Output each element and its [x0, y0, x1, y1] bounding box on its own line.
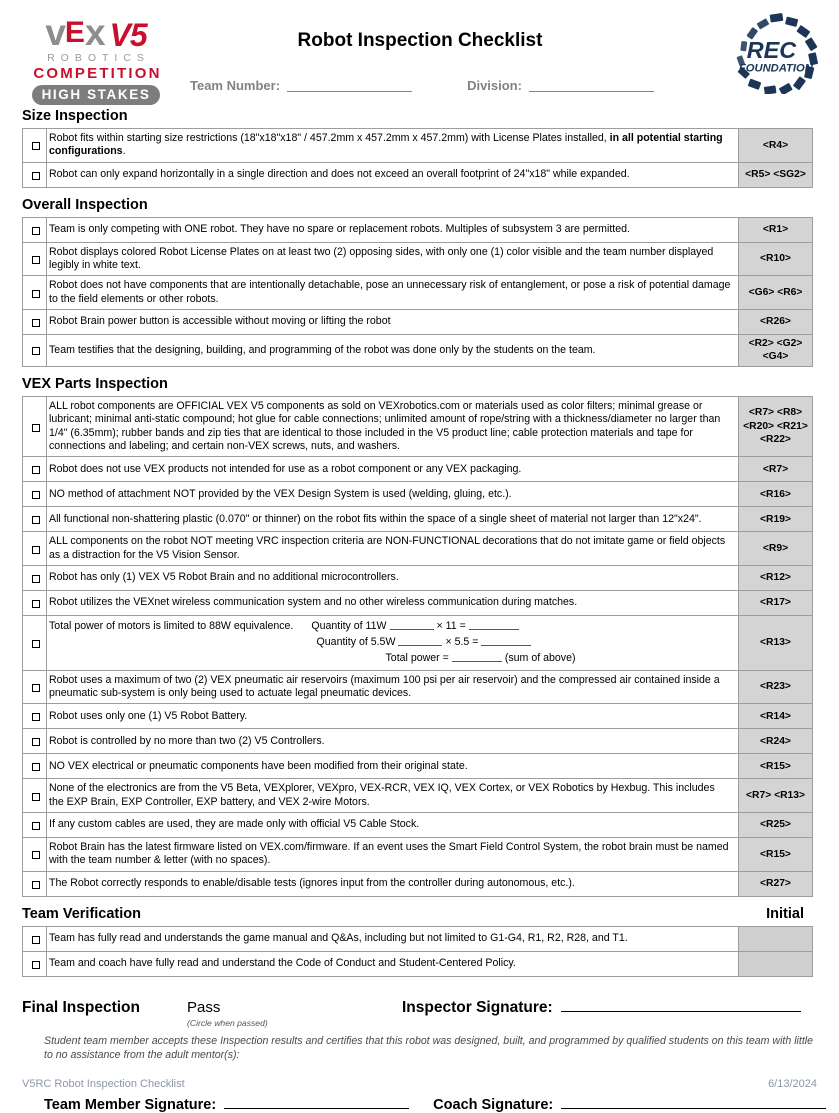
checklist-item-text: Robot uses a maximum of two (2) VEX pneumatic air reservoirs (maximum 100 psi per air reservoir) and the compressed air contained inside a pneumatic sub-system is only being used to actuate legal pneumatic devices. — [47, 670, 739, 704]
rule-reference-cell: <R19> — [739, 507, 813, 532]
svg-text:REC: REC — [746, 36, 797, 63]
section-vex-parts-inspection — [0, 376, 839, 897]
power-q55-input[interactable] — [398, 635, 442, 646]
table-row[interactable] — [23, 162, 813, 187]
rule-reference-cell: <R15> — [739, 837, 813, 871]
pass-note: (Circle when passed) — [187, 1017, 268, 1028]
rule-reference-cell: <R4> — [739, 129, 813, 163]
checkbox-icon[interactable] — [32, 793, 40, 801]
team-number-input[interactable] — [287, 78, 412, 92]
table-row[interactable] — [23, 871, 813, 896]
power-q11-mult: × 11 = — [436, 619, 466, 632]
rule-reference-cell: <R12> — [739, 565, 813, 590]
inspector-signature-block — [402, 999, 801, 1017]
checklist-table — [22, 128, 813, 188]
checklist-item-text: Robot does not have components that are intentionally detachable, pose an unnecessary risk of entanglement, or pose a risk of potential damage to the field elements or other robots. — [47, 276, 739, 310]
checkbox-icon[interactable] — [32, 851, 40, 859]
signature-row — [44, 1096, 839, 1113]
table-row[interactable] — [23, 217, 813, 242]
checkbox-icon[interactable] — [32, 319, 40, 327]
rule-reference-cell: <R27> — [739, 871, 813, 896]
team-number-label: Team Number: — [190, 78, 281, 93]
coach-signature-label: Coach Signature: — [433, 1096, 554, 1113]
table-row[interactable] — [23, 951, 813, 976]
power-q11-result[interactable] — [469, 619, 519, 630]
rule-reference-cell: <R5> <SG2> — [739, 162, 813, 187]
svg-text:FOUNDATION: FOUNDATION — [738, 62, 813, 75]
vex-logo-x: x — [84, 12, 105, 53]
team-member-signature-label: Team Member Signature: — [44, 1096, 217, 1113]
table-row[interactable] — [23, 590, 813, 615]
vex-logo-text: v — [45, 12, 65, 53]
division-input[interactable] — [529, 78, 654, 92]
power-total-label: Total power = — [385, 651, 449, 664]
checklist-table — [22, 396, 813, 897]
checklist-item-text: Robot uses only one (1) V5 Robot Battery. — [47, 704, 739, 729]
rule-reference-cell: <R9> — [739, 532, 813, 566]
checklist-item-text: NO method of attachment NOT provided by the VEX Design System is used (welding, gluing, etc.). — [47, 482, 739, 507]
rule-reference-cell: <R7> — [739, 457, 813, 482]
final-inspection-row — [22, 999, 839, 1028]
checkbox-icon[interactable] — [32, 738, 40, 746]
checklist-item-text: Team has fully read and understands the game manual and Q&As, including but not limited to G1-G4, R1, R2, R28, and T1. — [47, 926, 739, 951]
vex-logo-season-badge: HIGH STAKES — [32, 85, 161, 105]
checklist-item-text — [47, 615, 739, 670]
checkbox-icon[interactable] — [32, 290, 40, 298]
rule-reference-cell: <R15> — [739, 754, 813, 779]
rule-reference-cell: <G6> <R6> — [739, 276, 813, 310]
checklist-item-text: Team and coach have fully read and understand the Code of Conduct and Student-Centered Policy. — [47, 951, 739, 976]
checklist-item-text: The Robot correctly responds to enable/disable tests (ignores input from the controller during autonomous, etc.). — [47, 871, 739, 896]
table-row[interactable] — [23, 532, 813, 566]
rule-reference-cell: <R1> — [739, 217, 813, 242]
rule-reference-cell: <R17> — [739, 590, 813, 615]
rule-reference-cell: <R10> — [739, 242, 813, 276]
checkbox-icon[interactable] — [32, 936, 40, 944]
footer-left-text: V5RC Robot Inspection Checklist — [22, 1078, 185, 1090]
checkbox-icon[interactable] — [32, 684, 40, 692]
checklist-checkbox-cell[interactable] — [23, 457, 47, 482]
checklist-checkbox-cell[interactable] — [23, 812, 47, 837]
checkbox-icon[interactable] — [32, 491, 40, 499]
rule-reference-cell: <R7> <R13> — [739, 779, 813, 813]
checklist-checkbox-cell[interactable] — [23, 926, 47, 951]
page-footer — [22, 1078, 817, 1090]
power-total-input[interactable] — [452, 651, 502, 662]
table-row[interactable] — [23, 482, 813, 507]
inspector-signature-label: Inspector Signature: — [402, 998, 553, 1016]
checklist-checkbox-cell[interactable] — [23, 754, 47, 779]
checklist-checkbox-cell[interactable] — [23, 565, 47, 590]
checklist-checkbox-cell[interactable] — [23, 532, 47, 566]
checklist-item-text: None of the electronics are from the V5 Beta, VEXplorer, VEXpro, VEX-RCR, VEX IQ, VEX Cortex, or VEX Robotics by Hexbug. This includes the EXP Brain, EXP Controller, EXP battery, and VEX 2-wire Motors. — [47, 779, 739, 813]
checklist-item-text: Robot is controlled by no more than two (2) V5 Controllers. — [47, 729, 739, 754]
vex-logo-v5: V5 — [109, 17, 147, 53]
vex-logo-robotics: ROBOTICS — [47, 52, 150, 64]
checklist-checkbox-cell[interactable] — [23, 729, 47, 754]
checkbox-icon[interactable] — [32, 256, 40, 264]
checklist-checkbox-cell[interactable] — [23, 837, 47, 871]
division-label: Division: — [467, 78, 522, 93]
coach-signature-input[interactable] — [561, 1096, 826, 1109]
section-size-inspection — [0, 108, 839, 188]
power-q55-mult: × 5.5 = — [445, 635, 479, 648]
rule-reference-cell: <R14> — [739, 704, 813, 729]
power-q11-label: Quantity of 11W — [311, 619, 387, 632]
checklist-checkbox-cell[interactable] — [23, 396, 47, 456]
checkbox-icon[interactable] — [32, 142, 40, 150]
checklist-checkbox-cell[interactable] — [23, 704, 47, 729]
checklist-checkbox-cell[interactable] — [23, 670, 47, 704]
checklist-checkbox-cell[interactable] — [23, 276, 47, 310]
checklist-checkbox-cell[interactable] — [23, 129, 47, 163]
header-fields — [190, 78, 660, 93]
team-verification-header — [0, 906, 839, 922]
checkbox-icon[interactable] — [32, 172, 40, 180]
rule-reference-cell: <R24> — [739, 729, 813, 754]
page-title: Robot Inspection Checklist — [297, 30, 543, 51]
checklist-checkbox-cell[interactable] — [23, 162, 47, 187]
checklist-item-text: Robot fits within starting size restrictions (18"x18"x18" / 457.2mm x 457.2mm x 457.2mm) with License Plates installed, in all potential starting configurations. — [47, 129, 739, 163]
checklist-sections — [0, 108, 839, 897]
checklist-checkbox-cell[interactable] — [23, 871, 47, 896]
initial-cell[interactable] — [739, 926, 813, 951]
table-row[interactable] — [23, 754, 813, 779]
checklist-checkbox-cell[interactable] — [23, 951, 47, 976]
table-row[interactable] — [23, 670, 813, 704]
checkbox-icon[interactable] — [32, 822, 40, 830]
rule-reference-cell: <R2> <G2> <G4> — [739, 335, 813, 367]
table-row[interactable] — [23, 565, 813, 590]
table-row[interactable] — [23, 507, 813, 532]
checklist-checkbox-cell[interactable] — [23, 335, 47, 367]
table-row[interactable] — [23, 615, 813, 670]
section-title: VEX Parts Inspection — [22, 375, 168, 392]
rule-reference-cell: <R13> — [739, 615, 813, 670]
checklist-checkbox-cell[interactable] — [23, 310, 47, 335]
rule-reference-cell: <R25> — [739, 812, 813, 837]
section-title: Overall Inspection — [22, 196, 148, 213]
checkbox-icon[interactable] — [32, 600, 40, 608]
final-inspection-title: Final Inspection — [22, 998, 140, 1016]
inspector-signature-input[interactable] — [561, 999, 801, 1012]
checklist-item-text: Robot Brain power button is accessible without moving or lifting the robot — [47, 310, 739, 335]
team-member-signature-input[interactable] — [224, 1096, 409, 1109]
checklist-checkbox-cell[interactable] — [23, 242, 47, 276]
final-inspection-section — [22, 999, 839, 1113]
table-row[interactable] — [23, 396, 813, 456]
team-verification-section — [0, 906, 839, 977]
table-row[interactable] — [23, 310, 813, 335]
checklist-checkbox-cell[interactable] — [23, 482, 47, 507]
power-q55-result[interactable] — [481, 635, 531, 646]
checklist-item-text: Robot utilizes the VEXnet wireless communication system and no other wireless communication during matches. — [47, 590, 739, 615]
checkbox-icon[interactable] — [32, 881, 40, 889]
checklist-item-text: ALL robot components are OFFICIAL VEX V5 components as sold on VEXrobotics.com or materials used as color filters; minimal grease or lubricant; minimal anti-static compound; hot glue for cable connections; unlimited amount of rope/string with a thickness/diameter no larger than 1/4" (6.35mm); rubber bands and zip ties that are identical to those included in the V5 product line; cable protection materials and tape for connections and labeling; and certain non-VEX screws, nuts, and washers. — [47, 396, 739, 456]
initial-column-label: Initial — [766, 905, 804, 922]
checklist-checkbox-cell[interactable] — [23, 217, 47, 242]
checklist-item-text: Robot Brain has the latest firmware listed on VEX.com/firmware. If an event uses the Smart Field Control System, the robot brain must be named with the team number & letter (with no spaces). — [47, 837, 739, 871]
checkbox-icon[interactable] — [32, 763, 40, 771]
pass-block — [187, 999, 402, 1028]
checklist-item-text: Robot displays colored Robot License Plates on at least two (2) opposing sides, with only one (1) color visible and the team number displayed legibly in white text. — [47, 242, 739, 276]
table-row[interactable] — [23, 812, 813, 837]
table-row[interactable] — [23, 704, 813, 729]
checklist-checkbox-cell[interactable] — [23, 507, 47, 532]
table-row[interactable] — [23, 926, 813, 951]
section-title: Size Inspection — [22, 108, 128, 124]
power-q11-input[interactable] — [390, 619, 434, 630]
checkbox-icon[interactable] — [32, 466, 40, 474]
vex-logo-competition: COMPETITION — [33, 65, 162, 82]
initial-cell[interactable] — [739, 951, 813, 976]
final-disclaimer: Student team member accepts these Inspection results and certifies that this robot was designed, built, and programmed by qualified students on this team with little to no assistance from the adult mentor(s): — [44, 1034, 814, 1061]
page-header — [0, 0, 839, 108]
vex-wordmark — [14, 14, 178, 51]
checklist-item-text: Robot can only expand horizontally in a single direction and does not exceed an overall footprint of 24"x18" while expanded. — [47, 162, 739, 187]
checklist-item-text: Team is only competing with ONE robot. They have no spare or replacement robots. Multiples of subsystem 3 are permitted. — [47, 217, 739, 242]
checkbox-icon[interactable] — [32, 961, 40, 969]
table-row[interactable] — [23, 457, 813, 482]
rule-reference-cell: <R23> — [739, 670, 813, 704]
checklist-table — [22, 217, 813, 367]
checklist-item-text: NO VEX electrical or pneumatic components have been modified from their original state. — [47, 754, 739, 779]
power-q55-label: Quantity of 5.5W — [316, 635, 396, 648]
checkbox-icon[interactable] — [32, 546, 40, 554]
footer-right-date: 6/13/2024 — [768, 1078, 817, 1090]
checkbox-icon[interactable] — [32, 575, 40, 583]
checklist-item-text: All functional non-shattering plastic (0.070" or thinner) on the robot fits within the space of a single sheet of material not larger than 12"x24". — [47, 507, 739, 532]
table-row[interactable] — [23, 129, 813, 163]
rule-reference-cell: <R7> <R8> <R20> <R21> <R22> — [739, 396, 813, 456]
power-lead-text: Total power of motors is limited to 88W equivalence. — [49, 619, 294, 632]
team-verification-table — [22, 926, 813, 977]
checklist-item-text: Robot does not use VEX products not intended for use as a robot component or any VEX packaging. — [47, 457, 739, 482]
section-overall-inspection — [0, 197, 839, 367]
vex-v5-rc-logo — [14, 14, 178, 105]
table-row[interactable] — [23, 779, 813, 813]
table-row[interactable] — [23, 276, 813, 310]
table-row[interactable] — [23, 242, 813, 276]
rule-reference-cell: <R16> — [739, 482, 813, 507]
checklist-item-text: Team testifies that the designing, building, and programming of the robot was done only by the students on the team. — [47, 335, 739, 367]
checkbox-icon[interactable] — [32, 424, 40, 432]
checklist-item-text: Robot has only (1) VEX V5 Robot Brain and no additional microcontrollers. — [47, 565, 739, 590]
checklist-checkbox-cell[interactable] — [23, 590, 47, 615]
checkbox-icon[interactable] — [32, 713, 40, 721]
checkbox-icon[interactable] — [32, 516, 40, 524]
checklist-checkbox-cell[interactable] — [23, 615, 47, 670]
checkbox-icon[interactable] — [32, 347, 40, 355]
checklist-item-text: If any custom cables are used, they are made only with official V5 Cable Stock. — [47, 812, 739, 837]
vex-logo-e: E — [64, 16, 85, 49]
power-total-note: (sum of above) — [504, 651, 576, 664]
pass-label[interactable]: Pass — [187, 998, 221, 1016]
rec-foundation-logo — [727, 12, 825, 94]
table-row[interactable] — [23, 837, 813, 871]
table-row[interactable] — [23, 335, 813, 367]
rule-reference-cell: <R26> — [739, 310, 813, 335]
team-verification-title: Team Verification — [22, 905, 141, 922]
table-row[interactable] — [23, 729, 813, 754]
checklist-item-text: ALL components on the robot NOT meeting VRC inspection criteria are NON-FUNCTIONAL decorations that do not imitate game or field objects as a distraction for the V5 Vision Sensor. — [47, 532, 739, 566]
checkbox-icon[interactable] — [32, 640, 40, 648]
checklist-checkbox-cell[interactable] — [23, 779, 47, 813]
checkbox-icon[interactable] — [32, 227, 40, 235]
